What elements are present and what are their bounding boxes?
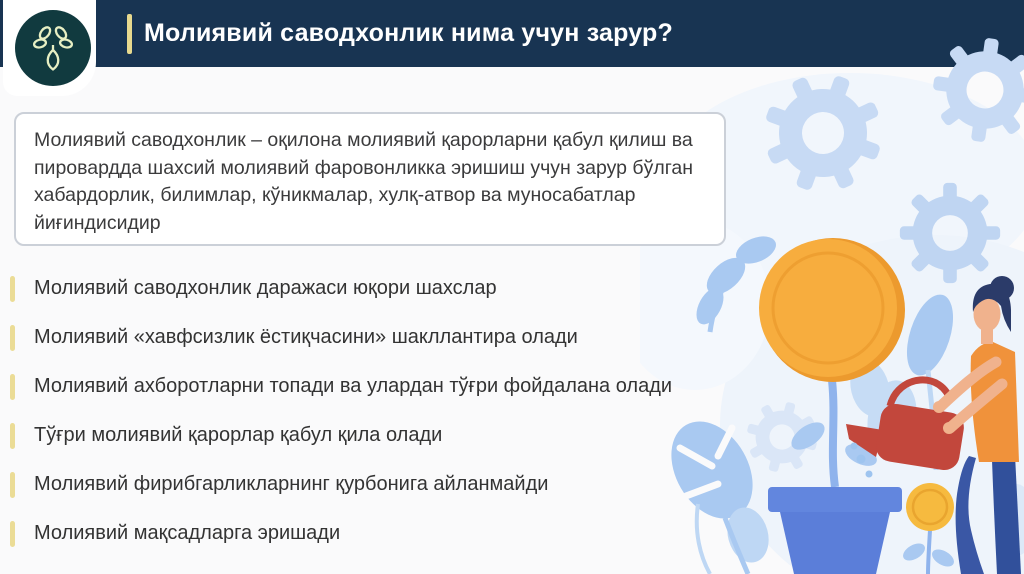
bullet-marker <box>10 325 15 351</box>
bullet-marker <box>10 374 15 400</box>
bullet-label: Молиявий ахборотларни топади ва улардан тўғри фойдалана олади <box>34 375 673 397</box>
definition-text: Молиявий саводхонлик – оқилона молиявий қарорларни қабул қилиш ва пировардда шахсий молиявий фаровонликка эришиш учун зарур бўлган хабардорлик, билимлар, кўникмалар, хулқ-атвор ва муносабатлар йиғиндисидир <box>34 129 694 234</box>
bullet-list <box>10 264 672 558</box>
bullet-label: Молиявий «хавфсизлик ёстиқчасини» шакллантира олади <box>34 326 578 348</box>
bullet-item <box>10 264 672 313</box>
growth-illustration <box>640 0 1024 574</box>
bullet-label: Тўғри молиявий қарорлар қабул қила олади <box>34 424 443 446</box>
bullet-label: Молиявий мақсадларга эришади <box>34 522 341 544</box>
bullet-label: Молиявий фирибгарликларнинг қурбонига айланмайди <box>34 473 549 495</box>
title-accent-bar <box>127 14 132 54</box>
definition-box <box>14 112 726 246</box>
bullet-item <box>10 313 672 362</box>
page-title: Молиявий саводхонлик нима учун зарур? <box>144 19 673 47</box>
bullet-marker <box>10 276 15 302</box>
bullet-item <box>10 509 672 558</box>
bullet-item <box>10 362 672 411</box>
sprout-logo-icon <box>31 24 75 72</box>
bullet-item <box>10 411 672 460</box>
logo-circle <box>15 10 91 86</box>
bullet-item <box>10 460 672 509</box>
bullet-label: Молиявий саводхонлик даражаси юқори шахслар <box>34 277 497 299</box>
bullet-marker <box>10 472 15 498</box>
bullet-marker <box>10 423 15 449</box>
bullet-marker <box>10 521 15 547</box>
logo-card <box>3 0 96 96</box>
